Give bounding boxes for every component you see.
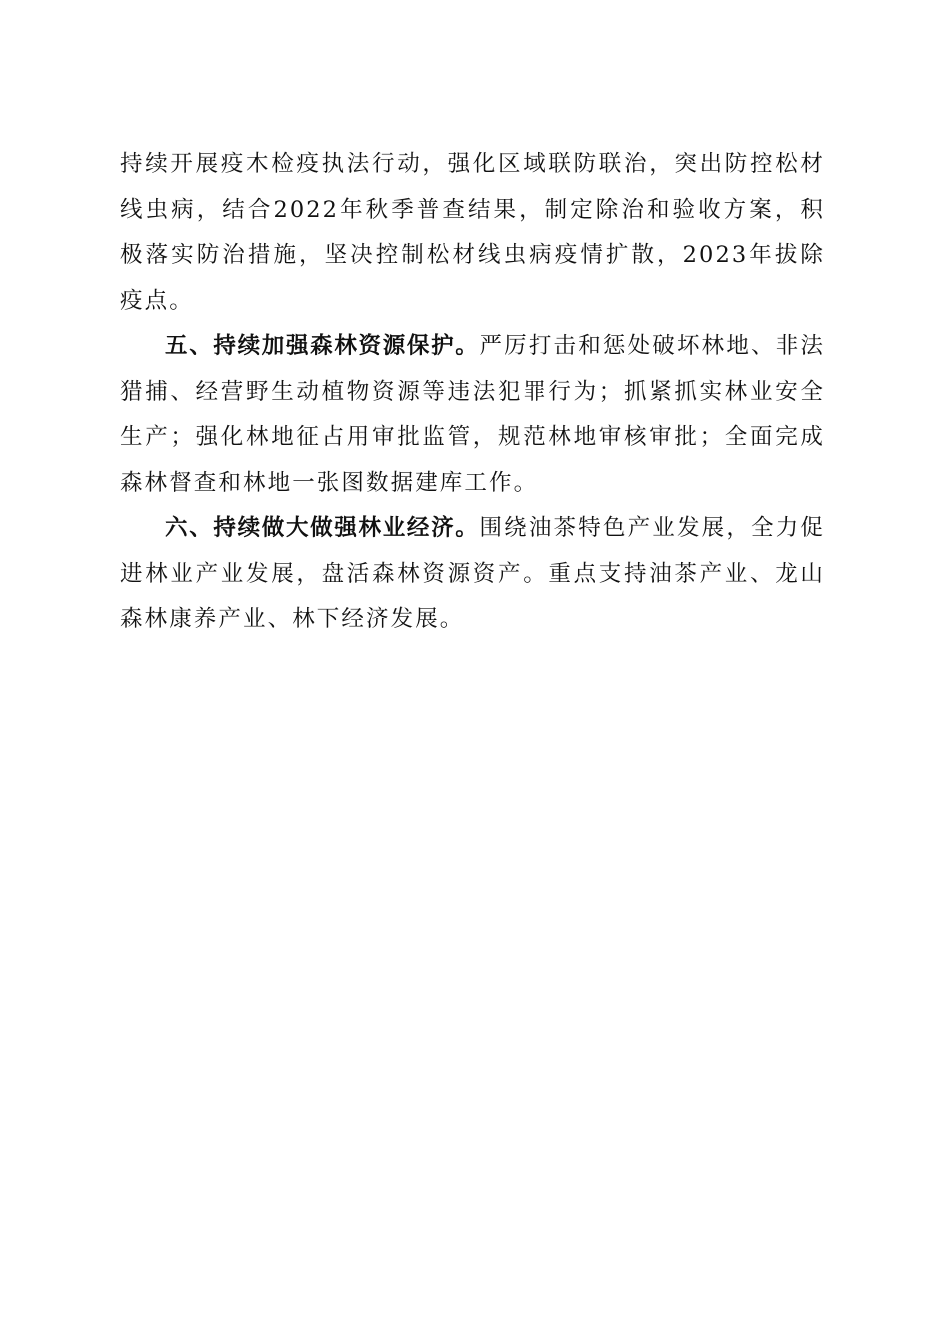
paragraph-continuation (120, 142, 825, 324)
section-heading-six: 六、持续做大做强林业经济。 (165, 515, 480, 541)
paragraph-forestry-economy (120, 506, 825, 643)
section-heading-five: 五、持续加强森林资源保护。 (165, 333, 480, 359)
document-body (120, 142, 825, 643)
paragraph-text: 严厉打击和惩处破坏林地、非法猎捕、经营野生动植物资源等违法犯罪行为；抓紧抓实林业安全生产；强化林地征占用审批监管，规范林地审核审批；全面完成森林督查和林地一张图数据建库工作。 (120, 333, 825, 496)
paragraph-forest-protection (120, 324, 825, 506)
paragraph-text: 围绕油茶特色产业发展，全力促进林业产业发展，盘活森林资源资产。重点支持油茶产业、龙山森林康养产业、林下经济发展。 (120, 515, 825, 632)
paragraph-text: 持续开展疫木检疫执法行动，强化区域联防联治，突出防控松材线虫病，结合2022年秋季普查结果，制定除治和验收方案，积极落实防治措施，坚决控制松材线虫病疫情扩散，2023年拔除疫点。 (120, 151, 825, 314)
